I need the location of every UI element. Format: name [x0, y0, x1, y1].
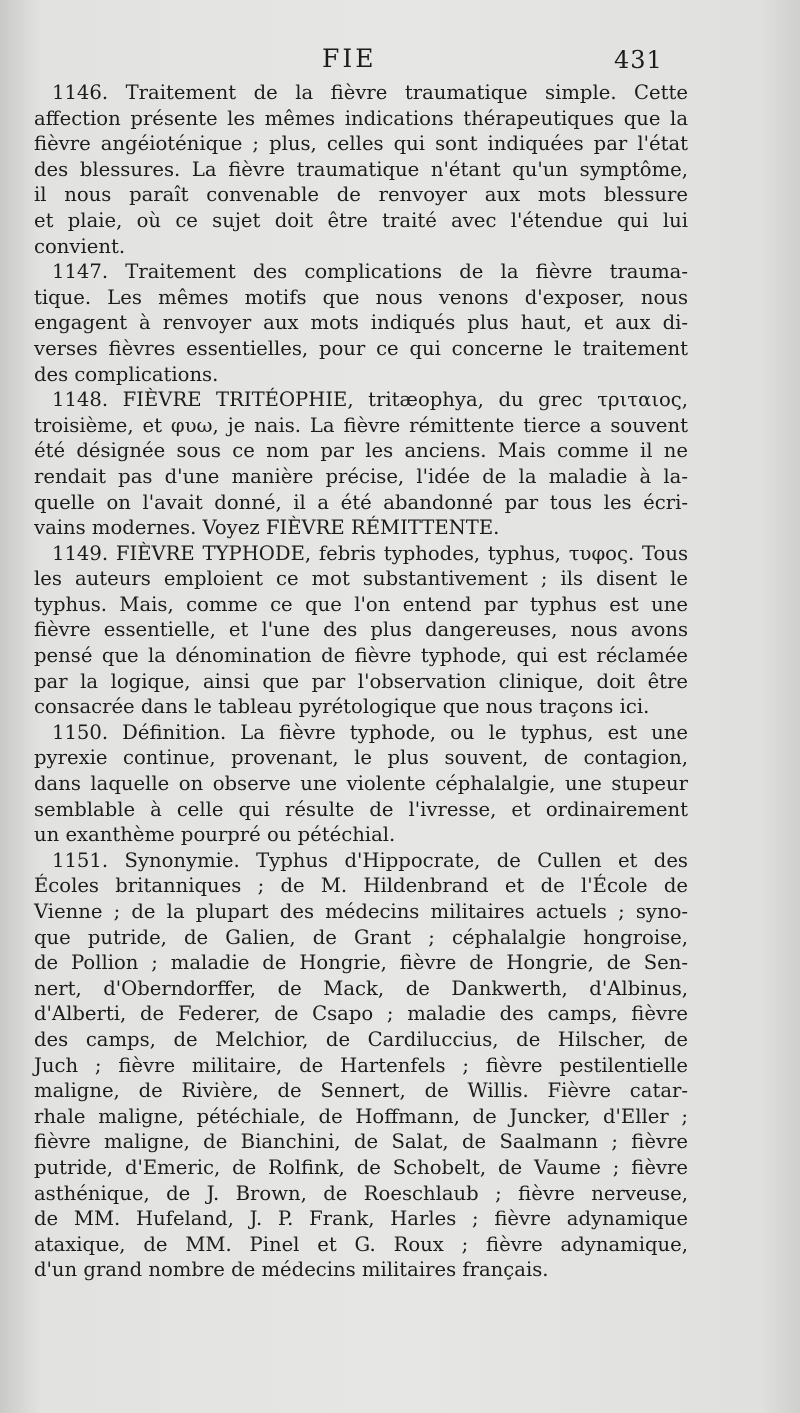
text-line: il nous paraît convenable de renvoyer aux mots blessure: [34, 183, 688, 207]
text-line: Écoles britanniques ; de M. Hildenbrand et de l'École de: [34, 874, 688, 898]
text-line: par la logique, ainsi que par l'observation clinique, doit être: [34, 669, 688, 693]
text-line: vains modernes. Voyez FIÈVRE RÉMITTENTE.: [34, 516, 500, 540]
text-line: affection présente les mêmes indications thérapeutiques que la: [34, 106, 688, 130]
text-line: fièvre angéioténique ; plus, celles qui sont indiquées par l'état: [34, 132, 688, 156]
text-line: asthénique, de J. Brown, de Roeschlaub ; fièvre nerveuse,: [34, 1181, 688, 1205]
text-line: putride, d'Emeric, de Rolfink, de Schobelt, de Vaume ; fièvre: [34, 1155, 688, 1179]
text-line: quelle on l'avait donné, il a été abandonné par tous les écri-: [34, 490, 688, 514]
text-line: 1149. FIÈVRE TYPHODE, febris typhodes, typhus, τυφος. Tous: [52, 541, 688, 565]
text-line: tique. Les mêmes motifs que nous venons d'exposer, nous: [34, 285, 688, 309]
page-header: [0, 44, 800, 84]
text-line: fièvre maligne, de Bianchini, de Salat, de Saalmann ; fièvre: [34, 1130, 688, 1154]
text-line: pensé que la dénomination de fièvre typhode, qui est réclamée: [34, 644, 688, 668]
text-line: d'Alberti, de Federer, de Csapo ; maladie des camps, fièvre: [34, 1002, 688, 1026]
text-line: convient.: [34, 234, 126, 258]
text-line: dans laquelle on observe une violente céphalalgie, une stupeur: [34, 772, 688, 796]
text-line: été désignée sous ce nom par les anciens. Mais comme il ne: [34, 439, 688, 463]
text-line: des complications.: [34, 362, 219, 386]
text-line: 1150. Définition. La fièvre typhode, ou le typhus, est une: [52, 720, 688, 744]
text-line: verses fièvres essentielles, pour ce qui concerne le traitement: [34, 336, 688, 360]
text-line: de Pollion ; maladie de Hongrie, fièvre de Hongrie, de Sen-: [34, 951, 688, 975]
text-line: que putride, de Galien, de Grant ; céphalalgie hongroise,: [34, 925, 688, 949]
running-head: FIE: [322, 44, 377, 73]
text-line: semblable à celle qui résulte de l'ivresse, et ordinairement: [34, 797, 688, 821]
text-line: Vienne ; de la plupart des médecins militaires actuels ; syno-: [34, 900, 688, 923]
body-text: [34, 80, 688, 1283]
page-number: 431: [614, 46, 663, 74]
text-line: maligne, de Rivière, de Sennert, de Willis. Fièvre catar-: [34, 1079, 688, 1103]
text-line: rhale maligne, pétéchiale, de Hoffmann, de Juncker, d'Eller ;: [34, 1104, 688, 1128]
text-line: nert, d'Oberndorffer, de Mack, de Dankwerth, d'Albinus,: [34, 976, 688, 1000]
text-line: d'un grand nombre de médecins militaires français.: [34, 1258, 549, 1282]
text-line: 1148. FIÈVRE TRITÉOPHIE, tritæophya, du grec τριταιος,: [52, 388, 688, 412]
text-line: rendait pas d'une manière précise, l'idée de la maladie à la-: [34, 464, 688, 488]
text-line: 1146. Traitement de la fièvre traumatique simple. Cette: [52, 81, 688, 104]
text-line: un exanthème pourpré ou pétéchial.: [34, 823, 396, 847]
text-line: des camps, de Melchior, de Cardiluccius, de Hilscher, de: [34, 1027, 688, 1051]
text-line: et plaie, où ce sujet doit être traité avec l'étendue qui lui: [34, 208, 688, 232]
text-line: engagent à renvoyer aux mots indiqués plus haut, et aux di-: [34, 311, 688, 335]
text-line: consacrée dans le tableau pyrétologique que nous traçons ici.: [34, 695, 650, 719]
text-line: 1151. Synonymie. Typhus d'Hippocrate, de Cullen et des: [52, 848, 688, 872]
text-line: Juch ; fièvre militaire, de Hartenfels ; fièvre pestilentielle: [34, 1053, 688, 1077]
text-line: troisième, et φυω, je nais. La fièvre rémittente tierce a souvent: [34, 413, 688, 437]
text-line: 1147. Traitement des complications de la fièvre trauma-: [52, 260, 688, 284]
text-line: typhus. Mais, comme ce que l'on entend par typhus est une: [34, 592, 688, 616]
text-line: les auteurs emploient ce mot substantivement ; ils disent le: [34, 567, 688, 591]
text-line: des blessures. La fièvre traumatique n'étant qu'un symptôme,: [34, 157, 688, 181]
text-line: pyrexie continue, provenant, le plus souvent, de contagion,: [34, 746, 688, 770]
text-line: de MM. Hufeland, J. P. Frank, Harles ; fièvre adynamique: [34, 1207, 688, 1231]
text-line: ataxique, de MM. Pinel et G. Roux ; fièvre adynamique,: [34, 1232, 688, 1256]
text-line: fièvre essentielle, et l'une des plus dangereuses, nous avons: [34, 618, 688, 642]
